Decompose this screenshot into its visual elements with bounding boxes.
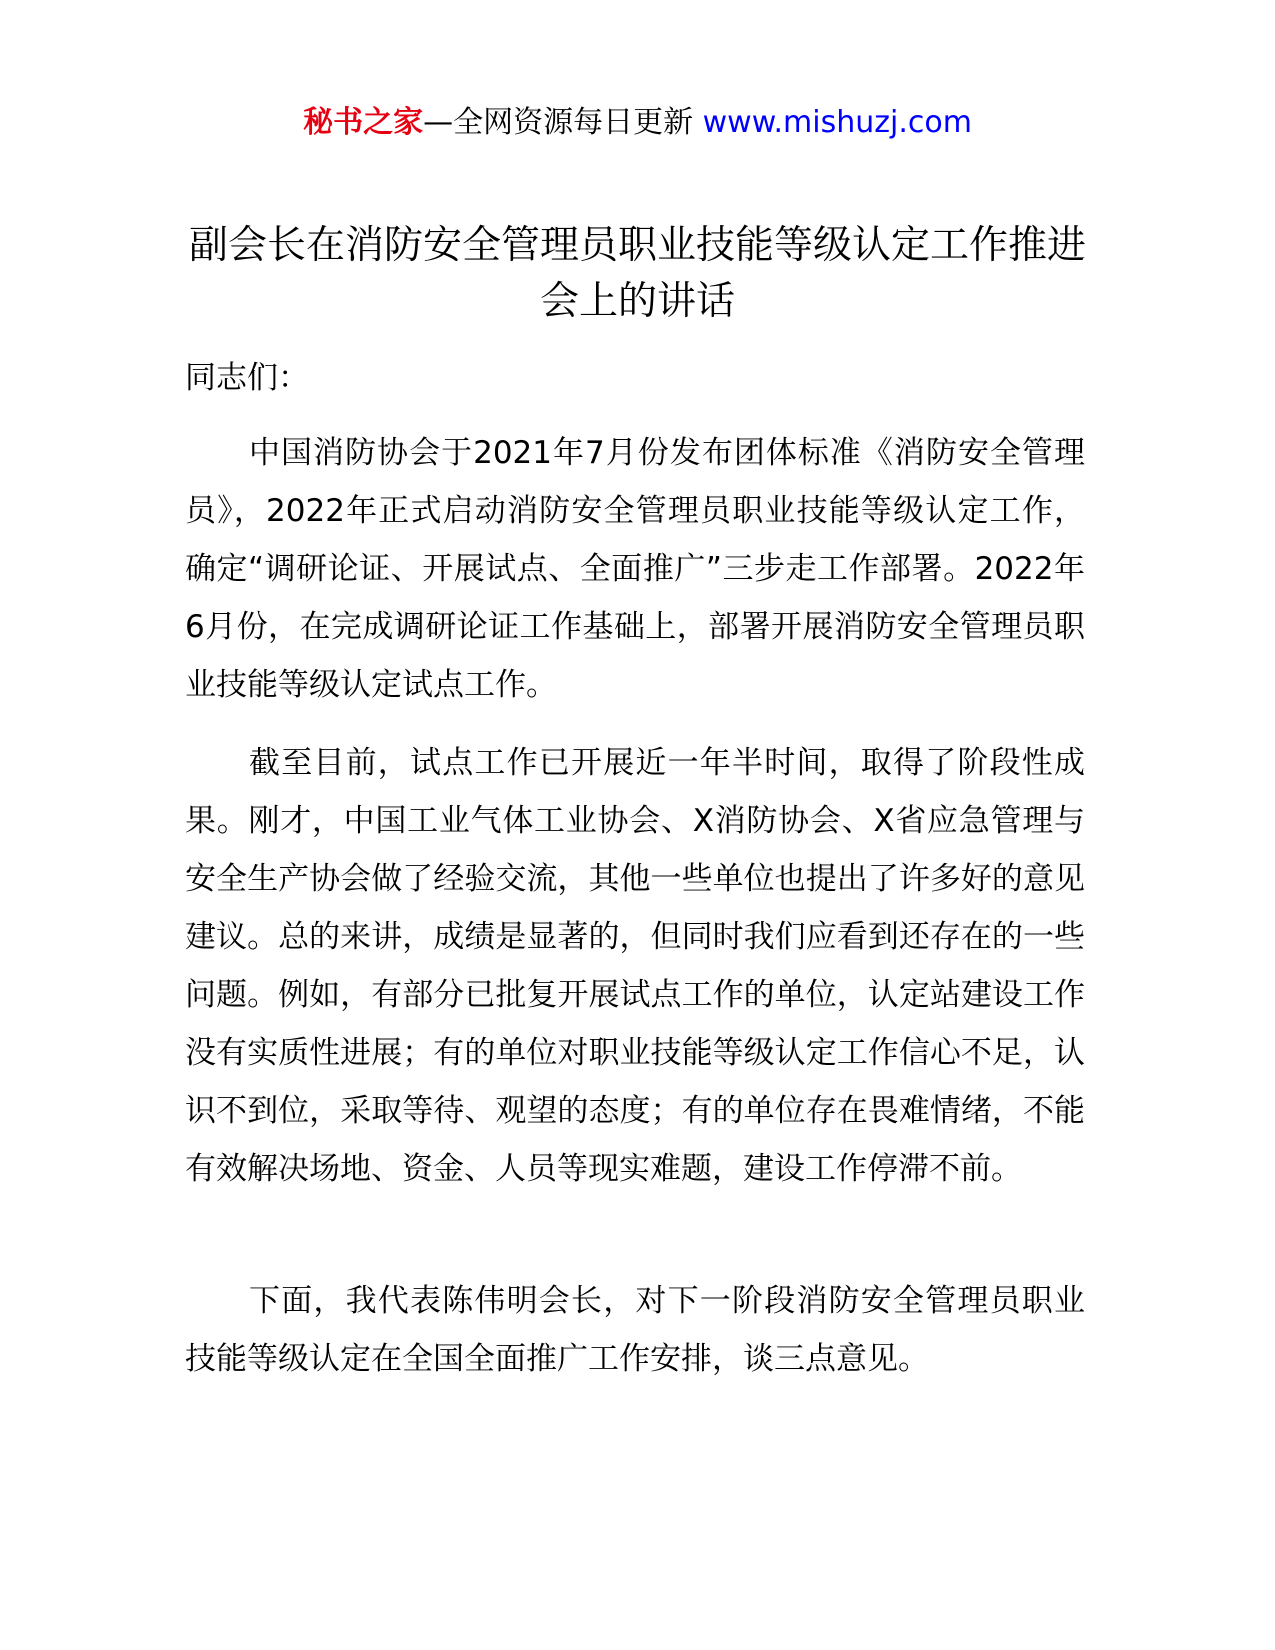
body-paragraph-2: 截至目前，试点工作已开展近一年半时间，取得了阶段性成果。刚才，中国工业气体工业协会、X消防协会、X省应急管理与安全生产协会做了经验交流，其他一些单位也提出了许多好的意见建议。总的来讲，成绩是显著的，但同时我们应看到还存在的一些问题。例如，有部分已批复开展试点工作的单位，认定站建设工作没有实质性进展；有的单位对职业技能等级认定工作信心不足，认识不到位，采取等待、观望的态度；有的单位存在畏难情绪，不能有效解决场地、资金、人员等现实难题，建设工作停滞不前。 xyxy=(185,745,1085,1187)
body-paragraph-3: 下面，我代表陈伟明会长，对下一阶段消防安全管理员职业技能等级认定在全国全面推广工作安排，谈三点意见。 xyxy=(185,1283,1085,1377)
brand-name: 秘书之家 xyxy=(303,105,424,140)
site-url-link[interactable]: www.mishuzj.com xyxy=(702,105,972,140)
site-header xyxy=(0,100,1275,146)
document-title: 副会长在消防安全管理员职业技能等级认定工作推进会上的讲话 xyxy=(188,223,1086,324)
body-paragraph-1: 中国消防协会于2021年7月份发布团体标准《消防安全管理员》，2022年正式启动消防安全管理员职业技能等级认定工作，确定“调研论证、开展试点、全面推广”三步走工作部署。2022年6月份，在完成调研论证工作基础上，部署开展消防安全管理员职业技能等级认定试点工作。 xyxy=(185,435,1085,703)
header-tagline: —全网资源每日更新 xyxy=(423,105,694,140)
salutation: 同志们： xyxy=(185,360,309,396)
